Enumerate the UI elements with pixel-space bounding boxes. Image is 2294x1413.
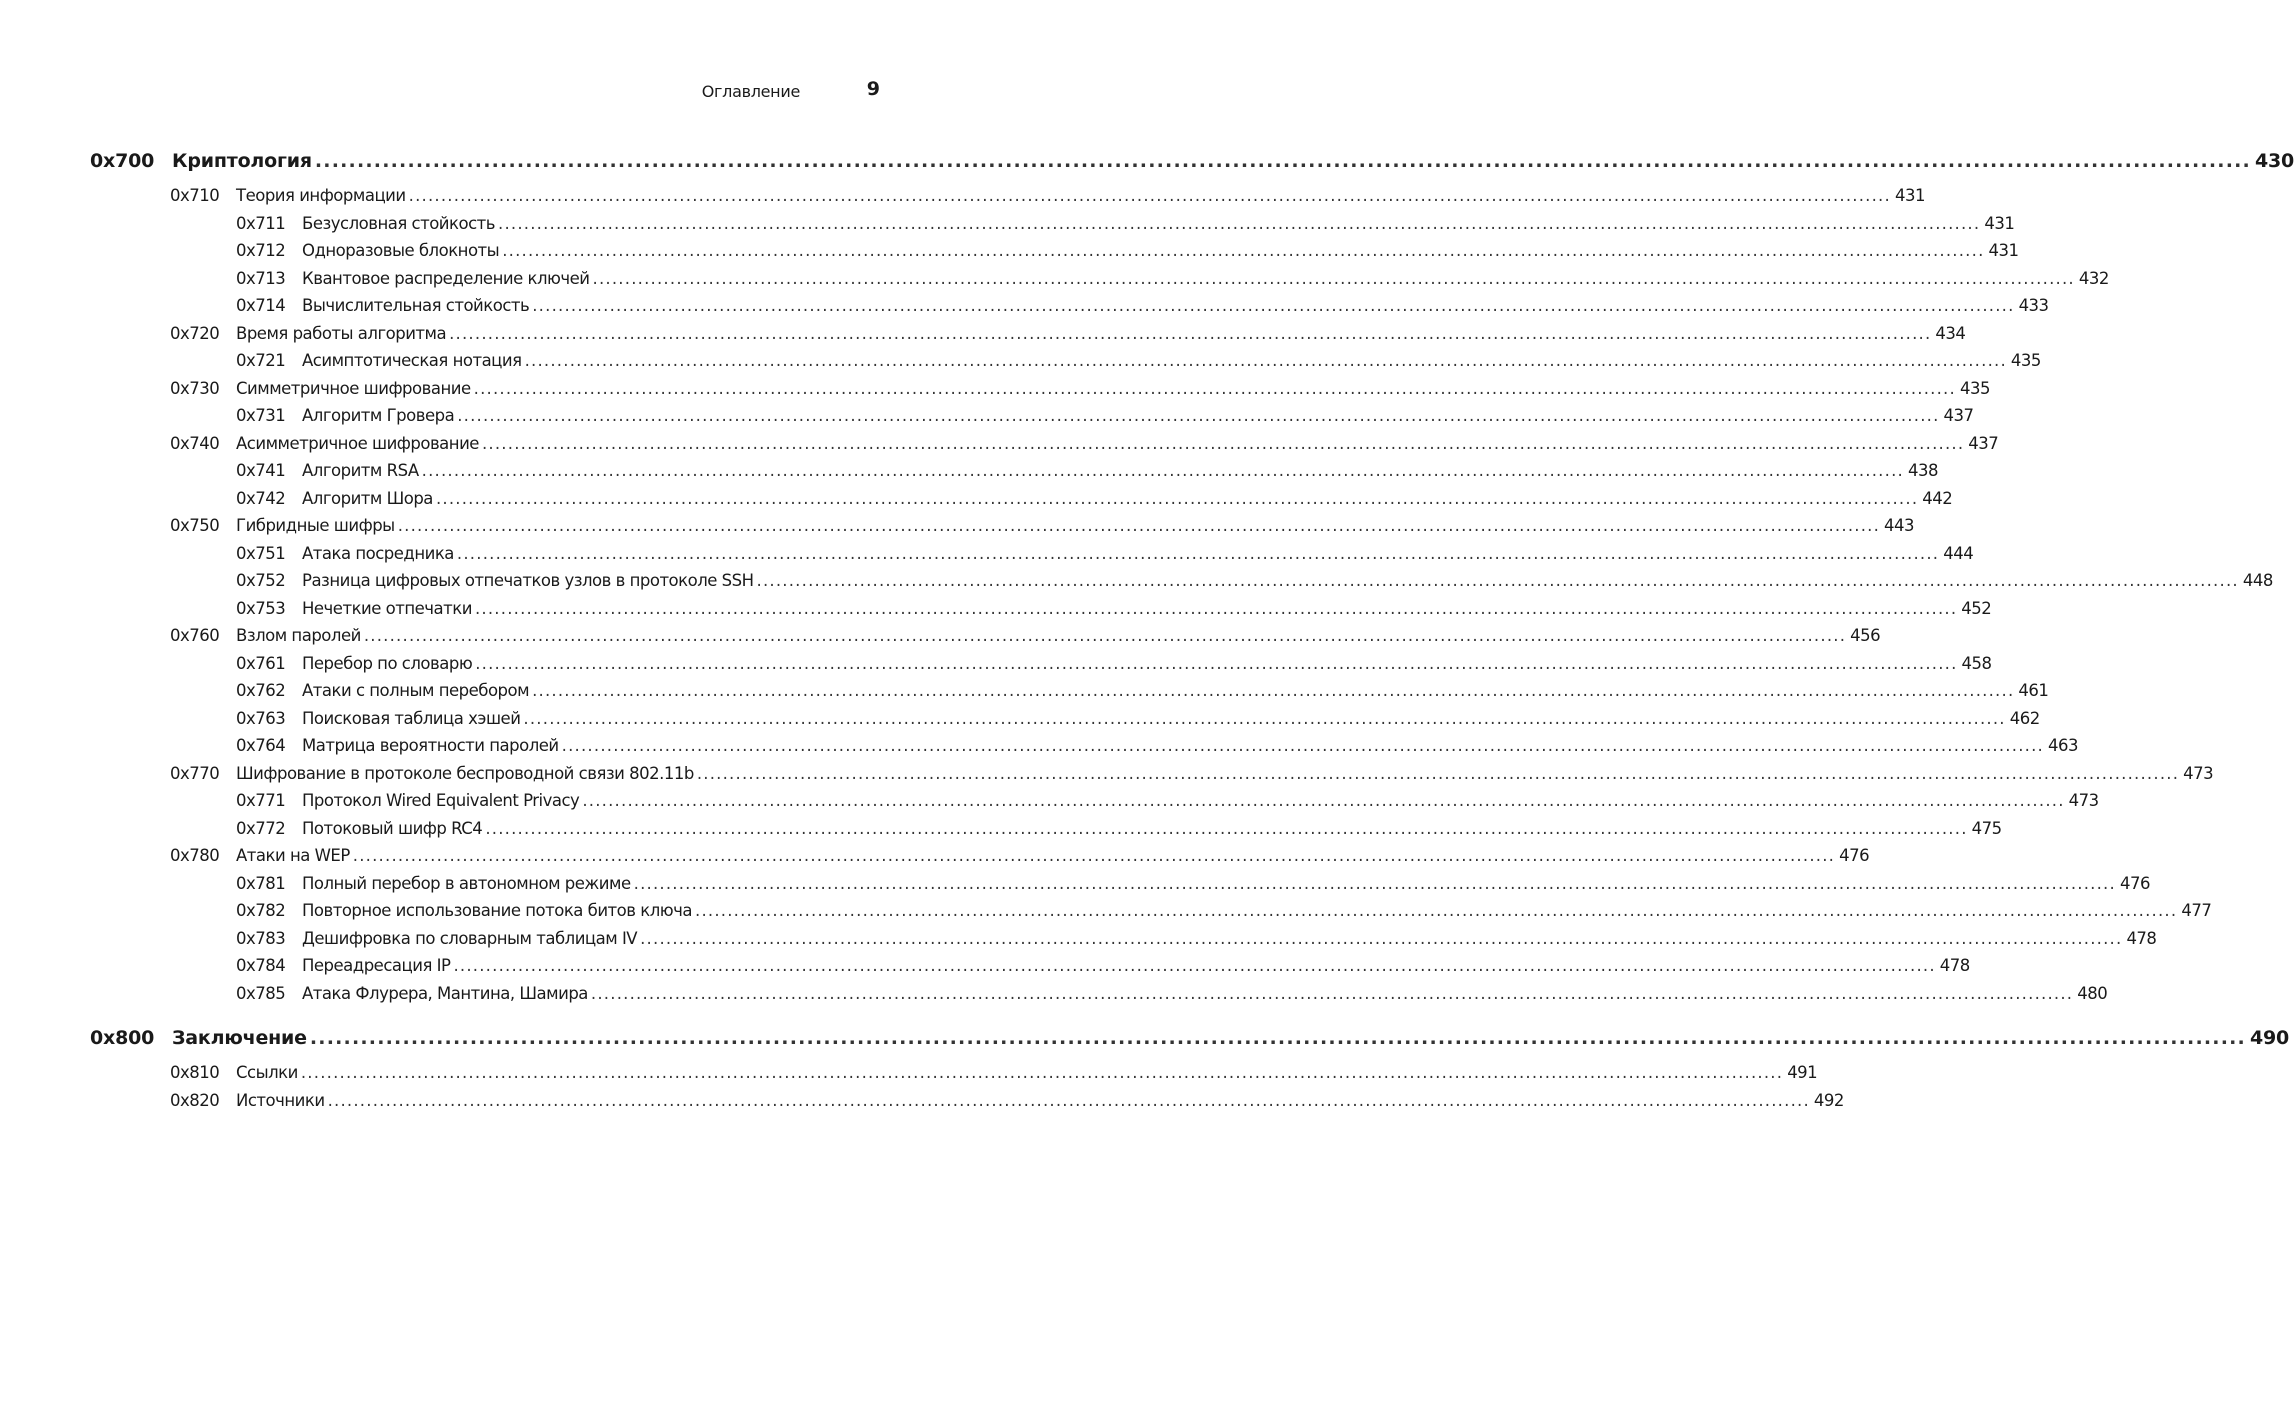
toc-entry-title: Разница цифровых отпечатков узлов в протоколе SSH [302,571,754,590]
toc-subsection-entry[interactable] [90,241,2019,269]
toc-entry-number: 0x713 [236,268,286,288]
toc-entry-title: Взлом паролей [236,626,361,645]
toc-entry-page: 473 [2068,791,2099,810]
toc-entry-page: 456 [1850,626,1881,645]
toc-entry-title: Дешифровка по словарным таблицам IV [302,928,638,948]
dot-leader [453,956,1935,975]
toc-subsection-entry[interactable] [90,708,2040,737]
dot-leader [582,791,2064,810]
dot-leader [593,269,2075,288]
dot-leader [757,571,2239,590]
toc-entry-number: 0x761 [236,653,286,673]
toc-subsection-entry[interactable] [90,736,2078,764]
toc-entry-title: Заключение [172,1027,307,1049]
toc-chapter-entry[interactable] [90,1027,2290,1061]
toc-entry-title: Гибридные шифры [236,516,395,535]
toc-chapter [90,1027,2290,1118]
dot-leader [474,379,1956,398]
dot-leader [301,1063,1783,1082]
toc-section-entry[interactable] [90,846,1870,874]
toc-subsection-entry[interactable] [90,598,1992,627]
dot-leader [328,1091,1810,1110]
toc-subsection-entry[interactable] [90,791,2099,819]
toc-entry-title: Атаки на WEP [236,846,350,865]
toc-section-entry[interactable] [90,516,1915,544]
toc-section-entry[interactable] [90,433,1999,462]
toc-entry-title: Алгоритм RSA [302,461,419,480]
toc-subsection-entry[interactable] [90,543,1974,572]
toc-entry-title: Ссылки [236,1063,298,1082]
toc-entry-title: Матрица вероятности паролей [302,736,559,755]
toc-entry-number: 0x764 [236,736,286,755]
toc-entry-number: 0x710 [170,186,220,205]
dot-leader [475,599,1957,618]
toc-entry-page: 478 [1939,956,1970,975]
dot-leader [457,406,1939,425]
toc-entry-number: 0x820 [170,1090,220,1110]
toc-entry-number: 0x720 [170,323,220,343]
toc-entry-title: Алгоритм Шора [302,488,433,508]
toc-entry-number: 0x780 [170,846,220,865]
toc-entry-title: Вычислительная стойкость [302,296,530,315]
toc-entry-page: 480 [2077,983,2108,1003]
toc-entry-title: Протокол Wired Equivalent Privacy [302,791,580,810]
toc-entry-title: Криптология [172,150,312,172]
toc-entry-page: 442 [1922,488,1953,508]
toc-entry-title: Асимметричное шифрование [236,433,479,453]
toc-subsection-entry[interactable] [90,983,2108,1012]
dot-leader [523,709,2005,728]
toc-section-entry[interactable] [90,378,1990,407]
toc-subsection-entry[interactable] [90,901,2212,929]
toc-entry-number: 0x763 [236,708,286,728]
toc-entry-number: 0x740 [170,433,220,453]
toc-entry-page: 437 [1943,406,1974,425]
dot-leader [498,214,1980,233]
dot-leader [364,626,1846,645]
toc-entry-title: Атака посредника [302,543,454,563]
toc-entry-title: Поисковая таблица хэшей [302,708,521,728]
toc-entry-number: 0x753 [236,598,286,618]
toc-entry-number: 0x730 [170,378,220,398]
dot-leader [532,296,2014,315]
toc-entry-title: Повторное использование потока битов ключа [302,901,692,920]
toc-subsection-entry[interactable] [90,873,2150,902]
toc-entry-title: Потоковый шифр RC4 [302,818,483,838]
toc-entry-title: Переадресация IP [302,956,451,975]
toc-entry-page: 461 [2018,681,2049,700]
toc-subsection-entry[interactable] [90,461,1938,489]
page-number: 9 [866,78,880,100]
toc-entry-number: 0x731 [236,406,286,425]
dot-leader [398,516,1880,535]
toc-subsection-entry[interactable] [90,956,1970,984]
toc-entry-number: 0x770 [170,763,220,783]
toc-entry-page: 434 [1935,323,1966,343]
dot-leader [409,186,1891,205]
toc-entry-number: 0x700 [90,150,155,172]
toc-subsection-entry[interactable] [90,818,2002,847]
toc-entry-page: 437 [1968,433,1999,453]
toc-section-entry[interactable] [90,1063,1818,1091]
toc-entry-page: 433 [2018,296,2049,315]
dot-leader [485,819,1967,838]
toc-entry-number: 0x810 [170,1063,220,1082]
toc-entry-page: 478 [2126,928,2157,948]
dot-leader [475,654,1957,673]
page-header [0,78,880,104]
toc-entry-page: 444 [1943,543,1974,563]
toc-entry-title: Нечеткие отпечатки [302,598,472,618]
toc-entry-title: Теория информации [236,186,406,205]
toc-entry-page: 452 [1961,598,1992,618]
dot-leader [591,984,2073,1003]
toc-entry-title: Время работы алгоритма [236,323,447,343]
toc-chapter-entry[interactable] [90,150,2294,184]
toc-entry-page: 463 [2047,736,2078,755]
dot-leader [436,489,1918,508]
toc-subsection-entry[interactable] [90,681,2049,709]
toc-entry-number: 0x752 [236,571,286,590]
dot-leader [562,736,2044,755]
toc-entry-page: 438 [1907,461,1938,480]
toc-section-entry[interactable] [90,186,1925,214]
toc-entry-title: Асимптотическая нотация [302,351,522,370]
dot-leader [532,681,2014,700]
toc-subsection-entry[interactable] [90,571,2273,599]
toc-entry-page: 443 [1884,516,1915,535]
toc-entry-number: 0x751 [236,543,286,563]
toc-subsection-entry[interactable] [90,928,2157,957]
toc-entry-title: Атака Флурера, Мантина, Шамира [302,983,588,1003]
toc-entry-number: 0x760 [170,626,220,645]
toc-section-entry[interactable] [90,323,1966,352]
toc-entry-number: 0x784 [236,956,286,975]
dot-leader [310,1027,2246,1049]
toc-entry-page: 473 [2183,763,2214,783]
toc-entry-title: Симметричное шифрование [236,378,471,398]
toc-subsection-entry[interactable] [90,653,1992,682]
toc-subsection-entry[interactable] [90,488,1953,517]
toc-subsection-entry[interactable] [90,296,2049,324]
toc-entry-number: 0x750 [170,516,220,535]
toc-subsection-entry[interactable] [90,406,1974,434]
toc-entry-number: 0x785 [236,983,286,1003]
toc-entry-page: 432 [2078,268,2109,288]
toc-entry-page: 462 [2009,708,2040,728]
toc-entry-title: Атаки с полным перебором [302,681,530,700]
toc-entry-page: 430 [2254,150,2294,172]
dot-leader [422,461,1904,480]
toc-entry-number: 0x712 [236,241,286,260]
dot-leader [315,150,2251,172]
toc-subsection-entry[interactable] [90,268,2109,297]
toc-entry-page: 458 [1961,653,1992,673]
toc-entry-page: 431 [1988,241,2019,260]
toc-entry-number: 0x782 [236,901,286,920]
dot-leader [482,434,1964,453]
toc-entry-number: 0x721 [236,351,286,370]
toc-entry-title: Алгоритм Гровера [302,406,455,425]
toc-entry-title: Шифрование в протоколе беспроводной связи 802.11b [236,763,694,783]
dot-leader [449,324,1931,343]
dot-leader [525,351,2007,370]
toc-entry-number: 0x781 [236,873,286,893]
running-header-title: Оглавление [701,82,800,101]
toc-entry-page: 477 [2181,901,2212,920]
toc-entry-title: Квантовое распределение ключей [302,268,590,288]
toc-entry-page: 435 [2010,351,2041,370]
toc-entry-number: 0x800 [90,1027,155,1049]
toc-entry-page: 475 [1971,818,2002,838]
toc-entry-title: Полный перебор в автономном режиме [302,873,631,893]
toc-subsection-entry[interactable] [90,351,2041,379]
dot-leader [502,241,1984,260]
toc-entry-title: Перебор по словарю [302,653,473,673]
dot-leader [640,929,2122,948]
toc-section-entry[interactable] [90,1090,1844,1119]
toc-entry-number: 0x741 [236,461,286,480]
toc-entry-page: 431 [1984,213,2015,233]
toc-entry-page: 431 [1894,186,1925,205]
toc-entry-title: Одноразовые блокноты [302,241,500,260]
toc-section-entry[interactable] [90,763,2214,792]
dot-leader [457,544,1939,563]
dot-leader [697,764,2179,783]
toc-entry-page: 492 [1813,1090,1844,1110]
toc-entry-number: 0x711 [236,213,286,233]
table-of-contents [90,150,2294,1118]
dot-leader [634,874,2116,893]
toc-section-entry[interactable] [90,626,1881,654]
toc-subsection-entry[interactable] [90,213,2015,242]
toc-entry-page: 435 [1959,378,1990,398]
toc-entry-title: Источники [236,1090,325,1110]
toc-entry-number: 0x762 [236,681,286,700]
toc-entry-title: Безусловная стойкость [302,213,495,233]
dot-leader [353,846,1835,865]
toc-entry-page: 476 [1839,846,1870,865]
toc-entry-page: 476 [2119,873,2150,893]
dot-leader [695,901,2177,920]
toc-entry-page: 490 [2249,1027,2290,1049]
toc-entry-number: 0x714 [236,296,286,315]
toc-chapter [90,150,2294,1011]
toc-entry-number: 0x772 [236,818,286,838]
toc-entry-page: 448 [2242,571,2273,590]
toc-entry-number: 0x783 [236,928,286,948]
toc-entry-number: 0x742 [236,488,286,508]
toc-entry-number: 0x771 [236,791,286,810]
toc-entry-page: 491 [1787,1063,1818,1082]
